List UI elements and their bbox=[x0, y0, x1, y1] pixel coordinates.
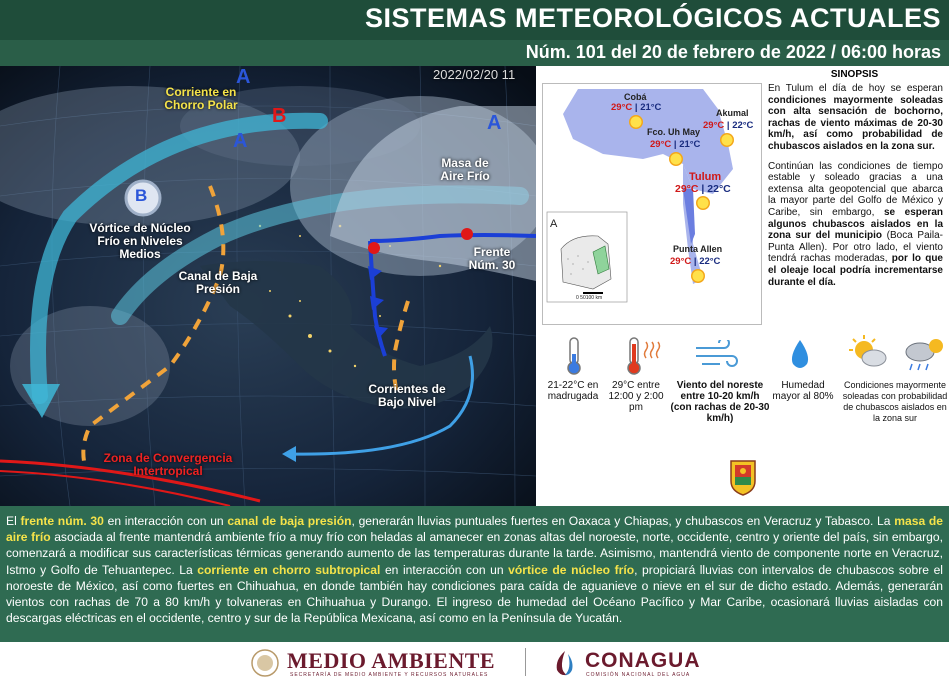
label-itcz: Zona de Convergencia Intertropical bbox=[103, 451, 233, 478]
page-title: SISTEMAS METEOROLÓGICOS ACTUALES bbox=[364, 3, 941, 33]
synopsis-text: En Tulum el día de hoy se esperan condiciones mayormente soleadas con alta sensación de bochorno, rachas de viento máximas de 20-30 km/h, así como probabilidad de chubascos aislados en la zona sur. Continúan las condiciones de tiempo estable y soleado gracias a una extensa alta geopotencial que abarca la mayor parte del Golfo de México y Caribe, sin embargo, se esperan algunos chubascos aislados en la zona sur del municipio (Boca Paila-Punta Allen). Por otro lado, el viento tendrá rachas moderadas, por lo que el oleaje local podría incrementarse durante el día. bbox=[768, 83, 943, 288]
government-seal-icon bbox=[248, 648, 282, 678]
city-uhmay-name: Fco. Uh May bbox=[647, 127, 701, 137]
sun-icon bbox=[669, 152, 683, 166]
sun-icon bbox=[696, 196, 710, 210]
sun-icon bbox=[629, 115, 643, 129]
city-uhmay-temp: 29°C | 21°C bbox=[650, 139, 701, 150]
humidity-drop-icon bbox=[787, 338, 813, 372]
sun-cloud-rain-icon bbox=[848, 334, 948, 374]
sun-icon bbox=[720, 133, 734, 147]
forecast-caption-wind: Viento del noreste entre 10-20 km/h (con rachas de 20-30 km/h) bbox=[670, 380, 770, 424]
forecast-caption-conditions: Condiciones mayormente soleadas con probabilidad de chubascos aislados en la zona sur bbox=[842, 380, 948, 423]
medio-ambiente-subtitle: SECRETARÍA DE MEDIO AMBIENTE Y RECURSOS NATURALES bbox=[290, 672, 489, 678]
satellite-weather-map bbox=[0, 66, 536, 506]
high-pressure-a1: A bbox=[236, 66, 251, 88]
label-cold-core-vortex: Vórtice de Núcleo Frío en Niveles Medios bbox=[89, 221, 191, 261]
label-low-pressure-trough: Canal de Baja Presión bbox=[178, 269, 258, 296]
city-coba-temp: 29°C | 21°C bbox=[611, 102, 662, 113]
header-bar bbox=[0, 0, 949, 40]
city-akumal-name: Akumal bbox=[716, 108, 749, 118]
low-pressure-b1: B bbox=[272, 105, 287, 127]
map-timestamp: 2022/02/20 11 bbox=[433, 67, 516, 82]
subheader-bar bbox=[0, 40, 949, 66]
high-pressure-a3: A bbox=[487, 112, 502, 134]
inset-scale: 0 50100 km bbox=[576, 295, 603, 301]
city-coba-name: Cobá bbox=[624, 92, 647, 102]
thermometer-cold-icon bbox=[560, 336, 588, 376]
tulum-coat-of-arms-icon bbox=[728, 457, 758, 497]
forecast-caption-min-temp: 21-22°C en madrugada bbox=[547, 380, 599, 402]
forecast-caption-humidity: Humedad mayor al 80% bbox=[772, 380, 834, 402]
city-tulum-temp: 29°C | 22°C bbox=[675, 183, 731, 195]
city-tulum-name: Tulum bbox=[689, 171, 722, 183]
thermometer-hot-icon bbox=[624, 336, 664, 376]
low-pressure-b2: B bbox=[135, 186, 148, 205]
wind-icon bbox=[694, 340, 740, 370]
label-low-level-currents: Corrientes de Bajo Nivel bbox=[368, 382, 446, 409]
conagua-subtitle: COMISIÓN NACIONAL DEL AGUA bbox=[586, 672, 691, 678]
synopsis-title: SINOPSIS bbox=[830, 69, 879, 80]
label-front-30: Frente Núm. 30 bbox=[468, 245, 516, 272]
city-akumal-temp: 29°C | 22°C bbox=[703, 120, 754, 131]
conagua-logo-text: CONAGUA bbox=[585, 649, 701, 672]
forecast-caption-max-temp: 29°C entre 12:00 y 2:00 pm bbox=[608, 380, 664, 413]
label-cold-air-mass: Masa de Aire Frío bbox=[440, 156, 490, 183]
conagua-logo-icon bbox=[550, 648, 580, 678]
bulletin-number-date: Núm. 101 del 20 de febrero de 2022 / 06:00 horas bbox=[525, 42, 941, 62]
yucatan-forecast-map bbox=[542, 83, 762, 325]
national-bulletin bbox=[0, 506, 949, 642]
medio-ambiente-logo-text: MEDIO AMBIENTE bbox=[287, 648, 496, 673]
city-puntaallen-name: Punta Allen bbox=[673, 244, 723, 254]
inset-letter: A bbox=[550, 218, 558, 230]
satellite-map-graphic bbox=[0, 66, 536, 506]
label-polar-jet: Corriente en Chorro Polar bbox=[164, 85, 238, 112]
sun-cloud-icon bbox=[691, 269, 705, 283]
high-pressure-a2: A bbox=[233, 130, 248, 152]
city-puntaallen-temp: 29°C | 22°C bbox=[670, 256, 721, 267]
bulletin-text: El frente núm. 30 en interacción con un canal de baja presión, generarán lluvias puntuales fuertes en Oaxaca y Chiapas, y chubascos en Veracruz y Tabasco. La masa de aire frío asociada al frente mantendrá ambiente frío a muy frío con heladas al amanecer en zonas altas del noroeste, norte, occidente, centro y oriente del país, sin embargo, comenzará a modificar sus características térmicas generando aumento de las temperaturas durante la tarde. Asimismo, mantendrá viento de componente norte en Veracruz, Istmo y Golfo de Tehuantepec. La corriente en chorro subtropical en interacción con un vórtice de núcleo frío, propiciará lluvias con intervalos de chubascos sobre el noroeste de México, así como fuertes en Chihuahua, en donde también hay condiciones para caída de aguanieve o nieve en el sur de dicho estado. Además, generarán vientos con rachas de 70 a 80 km/h y tolvaneras en Chihuahua y Durango. El ingreso de humedad del Océano Pacífico y Mar Caribe, ocasionará lluvias aisladas con descargas eléctricas en el occidente, centro y sur de la República Mexicana, así como en la Península de Yucatán. bbox=[6, 514, 944, 626]
footer-divider bbox=[525, 648, 527, 676]
